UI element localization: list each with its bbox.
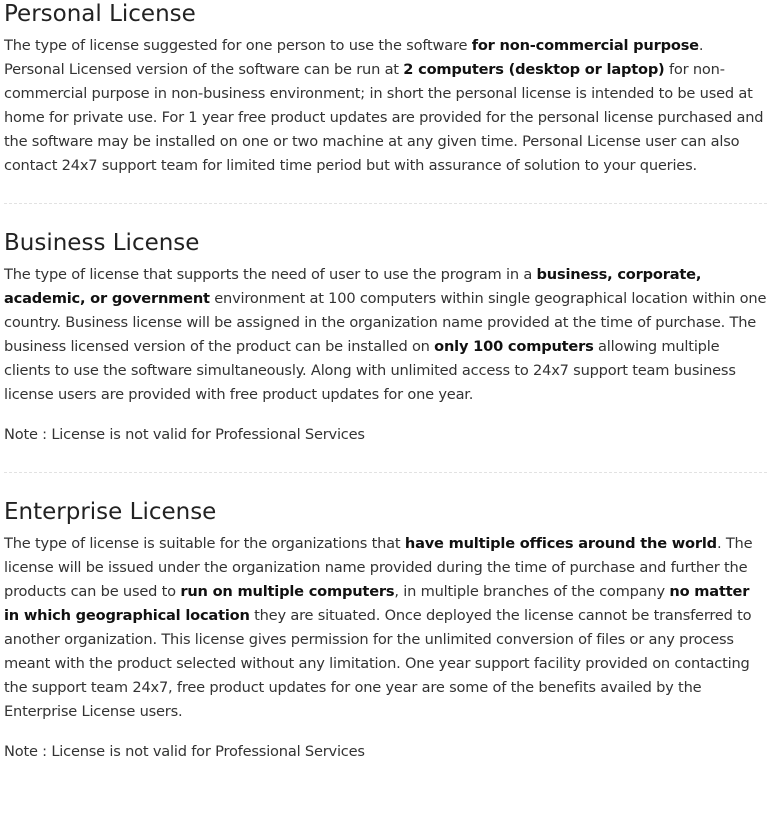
personal-license-section — [4, 0, 767, 178]
personal-highlight-non-commercial: for non-commercial purpose — [471, 37, 699, 54]
personal-license-title: Personal License — [4, 1, 196, 27]
enterprise-text-4: they are situated. Once deployed the license cannot be transferred to another organization. This license gives permission for the unlimited conversion of files or any process meant with the product selected without any limitation. One year support facility provided on contacting the support team 24x7, free product updates for one year are some of the benefits availed by the Enterprise License users. — [4, 607, 752, 720]
business-text-1: The type of license that supports the need of user to use the program in a — [4, 266, 537, 283]
enterprise-text-1: The type of license is suitable for the organizations that — [4, 535, 405, 552]
personal-license-description — [4, 34, 767, 178]
personal-text-3: for non-commercial purpose in non-business environment; in short the personal license is intended to be used at home for private use. For 1 year free product updates are provided for the personal license purchased and the software may be installed on one or two machine at any given time. Personal License user can also contact 24x7 support team for limited time period but with assurance of solution to your queries. — [4, 61, 764, 174]
business-license-section — [4, 229, 767, 447]
enterprise-text-2: . The license will be issued under the organization name provided during the time of purchase and further the products can be used to — [4, 535, 753, 600]
enterprise-license-note: Note : License is not valid for Professional Services — [4, 743, 365, 760]
business-highlight-computers: only 100 computers — [434, 338, 594, 355]
enterprise-license-title: Enterprise License — [4, 499, 217, 525]
enterprise-highlight-computers: run on multiple computers — [180, 583, 395, 600]
enterprise-license-description — [4, 532, 767, 724]
personal-text-2: . Personal Licensed version of the software can be run at — [4, 37, 704, 78]
section-divider — [4, 472, 767, 473]
enterprise-license-section — [4, 498, 767, 764]
personal-highlight-computers: 2 computers (desktop or laptop) — [403, 61, 665, 78]
business-license-title: Business License — [4, 230, 200, 256]
business-license-description — [4, 263, 767, 407]
business-text-3: allowing multiple clients to use the software simultaneously. Along with unlimited access to 24x7 support team business license users are provided with free product updates for one year. — [4, 338, 736, 403]
business-text-2: environment at 100 computers within single geographical location within one country. Business license will be assigned in the organization name provided at the time of purchase. The business licensed version of the product can be installed on — [4, 290, 767, 355]
personal-text-1: The type of license suggested for one person to use the software — [4, 37, 472, 54]
enterprise-highlight-location: no matter in which geographical location — [4, 583, 750, 624]
business-highlight-environment: business, corporate, academic, or government — [4, 266, 702, 307]
section-divider — [4, 203, 767, 204]
business-license-note: Note : License is not valid for Professional Services — [4, 426, 365, 443]
enterprise-highlight-offices: have multiple offices around the world — [404, 535, 717, 552]
enterprise-text-3: , in multiple branches of the company — [394, 583, 670, 600]
